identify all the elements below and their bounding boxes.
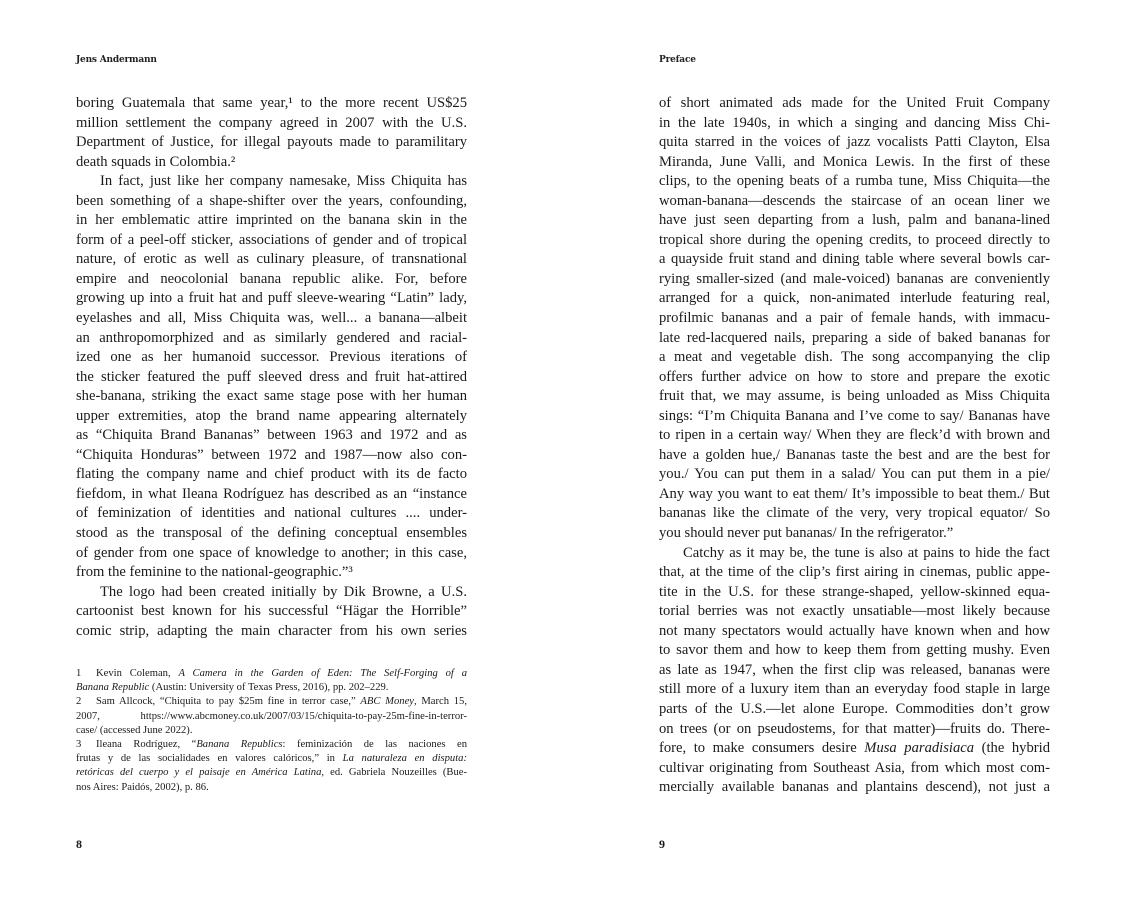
text-line: nature, of erotic as well as culinary pleasure, of transnational (76, 251, 467, 268)
paragraph (76, 94, 467, 172)
text-line: parts of the U.S.—let alone Europe. Commodities don’t grow (659, 700, 1050, 717)
text-line: an anthropomorphized and as similarly gendered and racial- (76, 329, 467, 346)
footnote-url-line[interactable]: 2007, https://www.abcmoney.co.uk/2007/03/15/chiquita-to-pay-25m-fine-in-terror- (76, 710, 467, 722)
right-body-text (659, 94, 1050, 798)
text-line: upper extremities, atop the brand name appearing alternately (76, 407, 467, 424)
text-line: Miranda, June Valli, and Monica Lewis. In the first of these (659, 153, 1050, 170)
text-line: quita starred in the voices of jazz vocalists Patti Clayton, Elsa (659, 134, 1050, 151)
species-name: Musa paradisiaca (864, 740, 975, 757)
text-line: fruit that, we may assume, is being unloaded as Miss Chiquita (659, 388, 1050, 405)
footnote-text: , ed. Gabriela Nouzeilles (Bue- (321, 767, 467, 779)
footnote-text: Sam Allcock, “Chiquita to pay $25m fine in terror case,” (96, 696, 361, 708)
text-line: offers further advice on how to store and prepare the exotic (659, 368, 1050, 385)
text-line: a quayside fruit stand and dining table where several bowls car- (659, 251, 1050, 268)
text-line: of gender from one space of knowledge to another; in this case, (76, 544, 467, 561)
left-page (76, 0, 467, 904)
right-page (659, 0, 1050, 904)
footnote-title: Banana Republic (76, 682, 150, 694)
text-line: you./ You can put them in a salad/ You can put them in a pie/ (659, 466, 1050, 483)
text-line: tite in the U.S. for these strange-shaped, yellow-skinned equa- (659, 583, 1050, 600)
footnote-number: 3 (76, 739, 82, 751)
footnote-title: retóricas del cuerpo y el paisaje en América Latina (76, 767, 322, 779)
text-line: death squads in Colombia.² (76, 153, 236, 170)
text-line: of feminization of identities and national cultures .... under- (76, 505, 467, 522)
text-line: empire and neocolonial banana republic alike. For, before (76, 270, 467, 287)
footnote-1 (76, 667, 467, 695)
text-line: fiefdom, in what Ileana Rodríguez has described as an “instance (76, 485, 467, 502)
running-head-author: Jens Andermann (76, 55, 157, 65)
text-segment: fore, to make consumers desire (659, 740, 865, 757)
text-line: clips, to the opening beats of a rumba tune, Miss Chiquita—the (659, 173, 1050, 190)
text-line: as “Chiquita Brand Bananas” between 1963 and 1972 and as (76, 427, 467, 444)
text-line: Catchy as it may be, the tune is also at pains to hide the fact (683, 544, 1050, 561)
text-line: have just seen departing from a lush, palm and banana-lined (659, 212, 1050, 229)
text-line: boring Guatemala that same year,¹ to the more recent US$25 (76, 95, 467, 111)
footnote-line (76, 681, 467, 695)
text-line: Department of Justice, for illegal payouts made to paramilitary (76, 134, 467, 151)
footnote-line (76, 738, 467, 752)
text-line: rying smaller-sized (and male-voiced) bananas are conveniently (659, 270, 1050, 287)
footnote-line: case/ (accessed June 2022). (76, 724, 193, 736)
paragraph (659, 94, 1050, 544)
text-line: from the feminine to the national-geographic.”³ (76, 564, 353, 581)
text-line: a meat and vegetable dish. The song accompanying the clip (659, 349, 1050, 366)
footnote-text: , March 15, (413, 696, 467, 708)
footnote-text: : feminización de las naciones en (282, 739, 467, 751)
left-body-text (76, 94, 467, 641)
footnote-text: Kevin Coleman, (96, 668, 179, 679)
text-line: growing up into a fruit hat and puff sleeve-wearing “Latin” lady, (76, 290, 467, 307)
footnotes (76, 667, 467, 795)
text-line: on trees (or on pseudostems, for that matter)—fruits do. There- (659, 720, 1050, 737)
text-line: have a golden hue,/ Bananas taste the best and are the best for (659, 446, 1050, 463)
footnote-title: La naturaleza en disputa: (342, 753, 467, 765)
text-line: still more of a luxury item than an everyday food staple in large (659, 681, 1050, 698)
text-line: sings: “I’m Chiquita Banana and I’ve come to say/ Bananas have (659, 407, 1050, 424)
footnote-title: A Camera in the Garden of Eden: The Self-Forging of a (178, 668, 467, 679)
text-line: flating the company name and chief product with its de facto (76, 466, 467, 483)
text-segment: (the hybrid (974, 740, 1050, 757)
text-line: arranged for a quick, non-animated interlude featuring real, (659, 290, 1050, 307)
footnote-line (76, 752, 467, 766)
text-line: In fact, just like her company namesake, Miss Chiquita has (100, 173, 467, 190)
footnote-text: (Austin: University of Texas Press, 2016), pp. 202–229. (149, 682, 389, 694)
footnote-number: 2 (76, 696, 82, 708)
text-line: the sticker featured the puff sleeved dress and fruit hat-attired (76, 368, 467, 385)
text-line: of short animated ads made for the United Fruit Company (659, 95, 1050, 111)
footnote-title: ABC Money (360, 696, 414, 708)
footnote-text: frutas y de las socialidades en valores calóricos,” in (76, 753, 343, 765)
page-number: 8 (76, 837, 82, 851)
text-line: million settlement the company agreed in 2007 with the U.S. (76, 114, 467, 131)
footnote-text: Ileana Rodríguez, “ (96, 739, 197, 751)
text-line: to savor them and how to keep them from getting mushy. Even (659, 642, 1050, 659)
footnote-line: nos Aires: Paidós, 2002), p. 86. (76, 781, 209, 793)
text-line (659, 739, 1050, 759)
text-line: torial berries was not exactly unsatiable—most likely because (659, 603, 1050, 620)
footnote-title: Banana Republics (196, 739, 283, 751)
text-line: been something of a shape-shifter over the years, confounding, (76, 192, 467, 209)
text-line: Any way you want to eat them/ It’s impossible to beat them./ But (659, 485, 1050, 502)
text-line: in the late 1940s, in which a singing and dancing Miss Chi- (659, 114, 1050, 131)
paragraph (76, 583, 467, 642)
text-line: you should never put bananas/ In the refrigerator.” (659, 525, 954, 542)
footnote-2 (76, 695, 467, 738)
text-line: ized one as her humanoid successor. Previous iterations of (76, 349, 467, 366)
text-line: bananas like the climate of the very, very tropical equator/ So (659, 505, 1050, 522)
page-number: 9 (659, 837, 665, 851)
text-line: form of a peel-off sticker, associations of gender and of tropical (76, 231, 467, 248)
text-line: as late as 1947, when the first clip was released, bananas were (659, 661, 1050, 678)
paragraph (76, 172, 467, 582)
text-line: tropical shore during the opening credits, to proceed directly to (659, 231, 1050, 248)
text-line: cultivar originating from Southeast Asia, from which most com- (659, 759, 1050, 776)
text-line: “Chiquita Honduras” between 1972 and 1987—now also con- (76, 446, 467, 463)
footnote-line (76, 766, 467, 780)
text-line: profilmic bananas and a pair of female hands, with immacu- (659, 310, 1050, 327)
footnote-line (76, 695, 467, 709)
text-line: she-banana, striking the exact same stage pose with her human (76, 388, 467, 405)
text-line: mercially available bananas and plantains descend), not just a (659, 779, 1050, 796)
text-line: not many spectators would actually have known when and how (659, 622, 1050, 639)
text-line: eyelashes and all, Miss Chiquita was, well... a banana—albeit (76, 310, 467, 327)
paragraph (659, 544, 1050, 798)
text-line: in her emblematic attire imprinted on the banana skin in the (76, 212, 467, 229)
footnote-line (76, 667, 467, 681)
running-head-chapter: Preface (659, 55, 696, 65)
text-line: stood as the transposal of the defining conceptual ensembles (76, 525, 467, 542)
text-line: late red-lacquered nails, preparing a side of baked bananas for (659, 329, 1050, 346)
text-line: woman-banana—descends the staircase of an ocean liner we (659, 192, 1050, 209)
text-line: to ripen in a certain way/ When they are fleck’d with brown and (659, 427, 1050, 444)
text-line: cartoonist best known for his successful “Hägar the Horrible” (76, 603, 467, 620)
text-line: that, at the time of the clip’s first airing in cinemas, public appe- (659, 564, 1050, 581)
text-line: comic strip, adapting the main character from his own series (76, 622, 467, 639)
text-line: The logo had been created initially by Dik Browne, a U.S. (100, 583, 467, 600)
footnote-number: 1 (76, 668, 82, 679)
footnote-3 (76, 738, 467, 795)
